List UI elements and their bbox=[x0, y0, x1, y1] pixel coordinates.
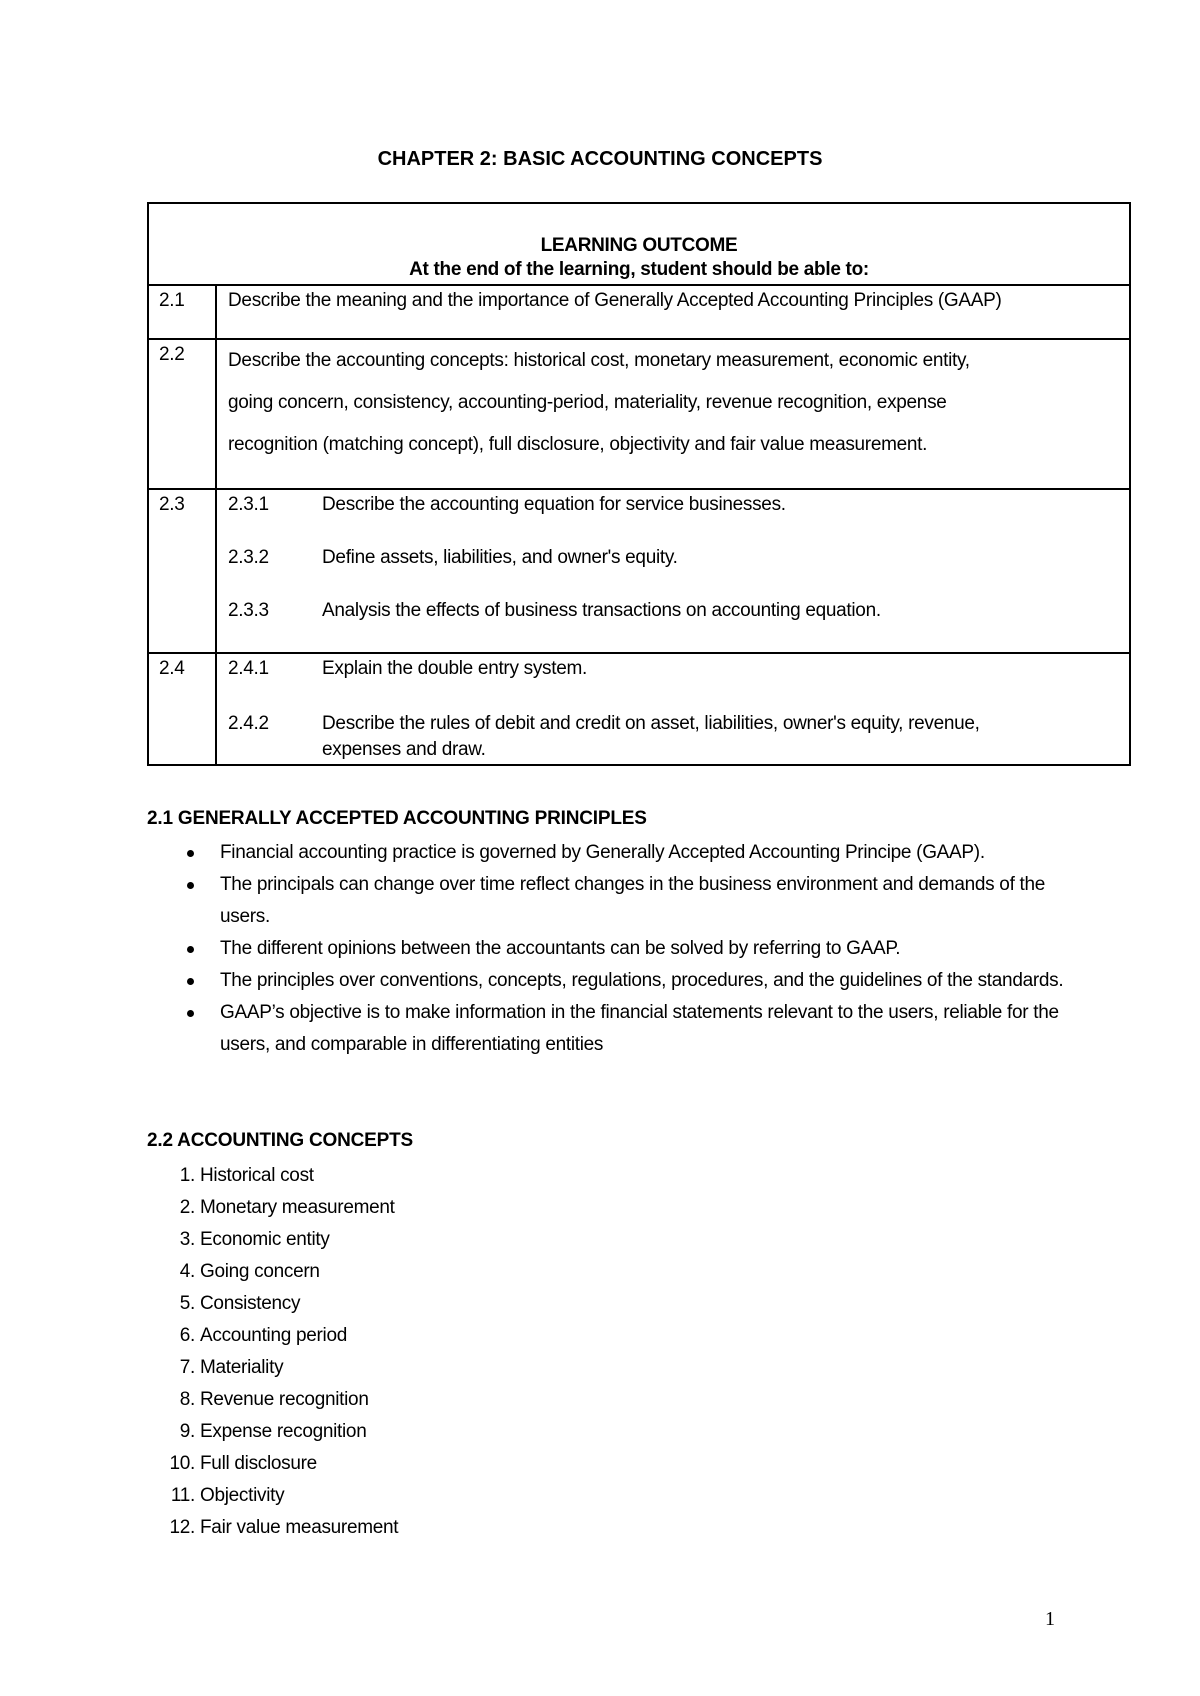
list-item bbox=[147, 1224, 398, 1256]
subitem-text: Explain the double entry system. bbox=[322, 658, 587, 679]
list-number: 9. bbox=[179, 1421, 195, 1442]
list-item: The principles over conventions, concepts, regulations, procedures, and the guidelines of the standards. bbox=[147, 965, 1067, 997]
table-row bbox=[148, 653, 1130, 765]
list-text: Objectivity bbox=[200, 1485, 285, 1506]
list-text: Economic entity bbox=[200, 1229, 330, 1250]
list-text: Materiality bbox=[200, 1357, 284, 1378]
list-text: Historical cost bbox=[200, 1165, 314, 1186]
subitem-text: Define assets, liabilities, and owner's equity. bbox=[322, 547, 678, 568]
learning-outcome-table bbox=[147, 202, 1131, 766]
list-item bbox=[147, 1512, 398, 1544]
list-number: 11. bbox=[170, 1485, 195, 1506]
list-number: 3. bbox=[179, 1229, 195, 1250]
list-text: Consistency bbox=[200, 1293, 301, 1314]
list-item bbox=[147, 1480, 398, 1512]
subitem bbox=[228, 494, 1129, 516]
outcome-line: Describe the accounting concepts: historical cost, monetary measurement, economic entity, bbox=[228, 350, 970, 371]
page-number: 1 bbox=[1045, 1608, 1055, 1630]
subitem bbox=[228, 711, 1129, 763]
subitem-text: Analysis the effects of business transactions on accounting equation. bbox=[322, 600, 881, 621]
chapter-title: CHAPTER 2: BASIC ACCOUNTING CONCEPTS bbox=[377, 148, 823, 170]
list-item bbox=[147, 1160, 398, 1192]
outcome-line: recognition (matching concept), full disclosure, objectivity and fair value measurement. bbox=[228, 434, 928, 455]
section-heading-concepts: 2.2 ACCOUNTING CONCEPTS bbox=[147, 1130, 414, 1151]
outcome-number: 2.2 bbox=[148, 339, 216, 489]
subitem-text: Describe the accounting equation for service businesses. bbox=[322, 494, 786, 515]
list-number: 10. bbox=[169, 1453, 195, 1474]
list-number: 7. bbox=[179, 1357, 195, 1378]
list-item bbox=[147, 1448, 398, 1480]
subitem bbox=[228, 600, 1129, 622]
list-text: Going concern bbox=[200, 1261, 320, 1282]
subitem-number: 2.3.1 bbox=[228, 494, 269, 515]
subitem-number: 2.3.3 bbox=[228, 600, 269, 621]
list-item: GAAP’s objective is to make information in the financial statements relevant to the users, reliable for the users, and comparable in differentiating entities bbox=[147, 997, 1067, 1061]
list-item bbox=[147, 1320, 398, 1352]
subitem bbox=[228, 547, 1129, 569]
list-text: Expense recognition bbox=[200, 1421, 367, 1442]
list-item: The different opinions between the accountants can be solved by referring to GAAP. bbox=[147, 933, 1067, 965]
list-number: 8. bbox=[179, 1389, 195, 1410]
list-item: The principals can change over time reflect changes in the business environment and demands of the users. bbox=[147, 869, 1067, 933]
subitem bbox=[228, 658, 1129, 680]
list-number: 1. bbox=[179, 1165, 195, 1186]
list-item bbox=[147, 1288, 398, 1320]
table-row bbox=[148, 489, 1130, 653]
table-row bbox=[148, 285, 1130, 339]
list-number: 12. bbox=[169, 1517, 195, 1538]
outcome-number: 2.4 bbox=[148, 653, 216, 765]
outcome-text bbox=[216, 339, 1130, 489]
list-text: Fair value measurement bbox=[200, 1517, 399, 1538]
list-item bbox=[147, 1352, 398, 1384]
outcome-line: going concern, consistency, accounting-period, materiality, revenue recognition, expense bbox=[228, 392, 947, 413]
subitem-number: 2.3.2 bbox=[228, 547, 269, 568]
list-text: Accounting period bbox=[200, 1325, 348, 1346]
learning-outcome-subheading: At the end of the learning, student should be able to: bbox=[409, 259, 869, 280]
list-number: 2. bbox=[179, 1197, 195, 1218]
outcome-text: Describe the meaning and the importance of Generally Accepted Accounting Principles (GAAP) bbox=[216, 285, 1130, 339]
subitem-number: 2.4.2 bbox=[228, 713, 269, 734]
subitem-text: Describe the rules of debit and credit on asset, liabilities, owner's equity, revenue, expenses and draw. bbox=[322, 713, 980, 760]
list-item bbox=[147, 1256, 398, 1288]
learning-outcome-header bbox=[148, 203, 1130, 285]
list-item: Financial accounting practice is governed by Generally Accepted Accounting Principe (GAAP). bbox=[147, 837, 1067, 869]
list-text: Full disclosure bbox=[200, 1453, 317, 1474]
learning-outcome-heading: LEARNING OUTCOME bbox=[540, 235, 738, 256]
subitem-number: 2.4.1 bbox=[228, 658, 269, 679]
outcome-subitems bbox=[216, 653, 1130, 765]
table-header-row bbox=[148, 203, 1130, 285]
list-item bbox=[147, 1384, 398, 1416]
list-number: 5. bbox=[179, 1293, 195, 1314]
table-row bbox=[148, 339, 1130, 489]
section-heading-gaap: 2.1 GENERALLY ACCEPTED ACCOUNTING PRINCIPLES bbox=[147, 808, 647, 829]
outcome-subitems bbox=[216, 489, 1130, 653]
outcome-number: 2.3 bbox=[148, 489, 216, 653]
list-item bbox=[147, 1416, 398, 1448]
list-text: Revenue recognition bbox=[200, 1389, 369, 1410]
outcome-number: 2.1 bbox=[148, 285, 216, 339]
list-text: Monetary measurement bbox=[200, 1197, 395, 1218]
list-item bbox=[147, 1192, 398, 1224]
list-number: 6. bbox=[179, 1325, 195, 1346]
concepts-list bbox=[147, 1160, 398, 1544]
gaap-bullet-list bbox=[147, 837, 1067, 1061]
list-number: 4. bbox=[179, 1261, 195, 1282]
